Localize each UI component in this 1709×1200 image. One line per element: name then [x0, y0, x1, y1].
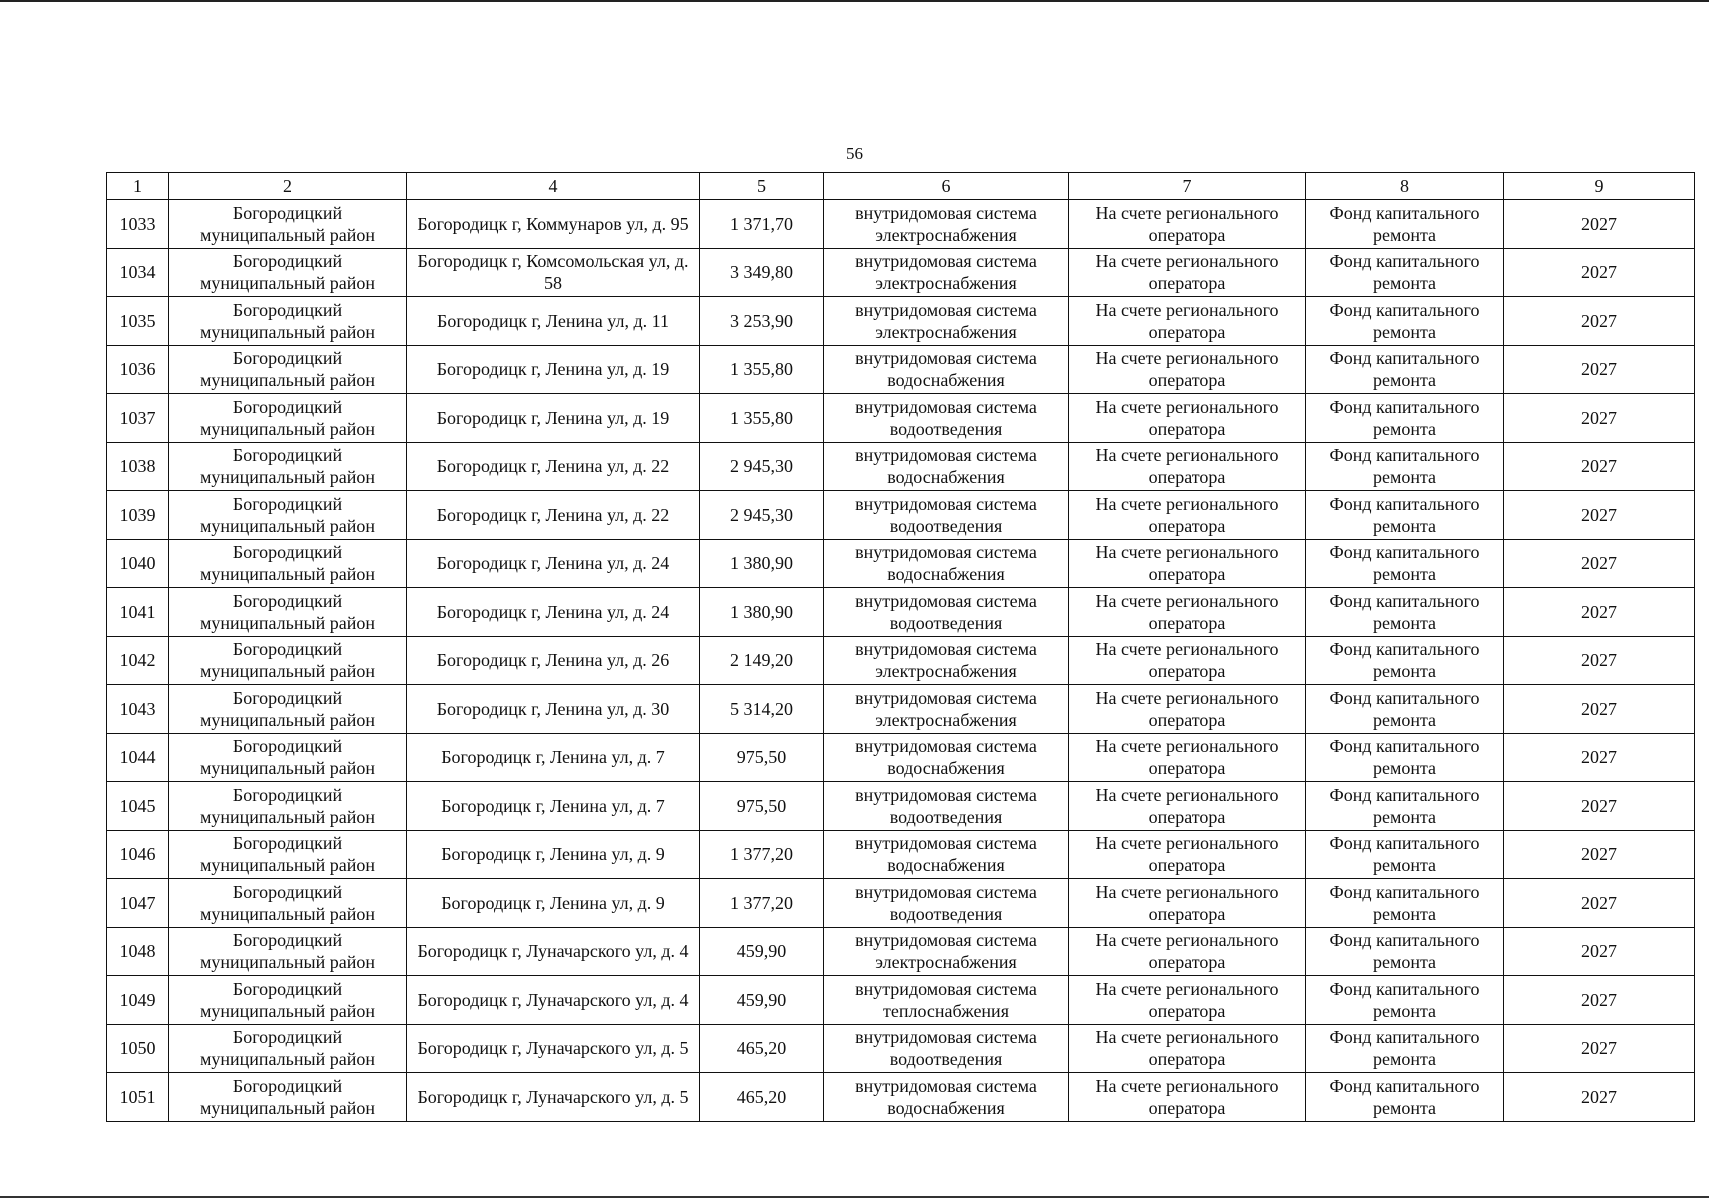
- cell-account-type: На счете регионального оператора: [1069, 733, 1306, 782]
- table-row: [107, 927, 1695, 976]
- cell-area: 2 149,20: [700, 636, 824, 685]
- cell-system-type: внутридомовая система водоотведения: [824, 491, 1069, 540]
- cell-address: Богородицк г, Ленина ул, д. 22: [407, 491, 700, 540]
- table-row: [107, 539, 1695, 588]
- cell-area: 975,50: [700, 782, 824, 831]
- cell-municipality: Богородицкий муниципальный район: [169, 879, 407, 928]
- cell-row-number: 1043: [107, 685, 169, 734]
- cell-account-type: На счете регионального оператора: [1069, 636, 1306, 685]
- cell-row-number: 1038: [107, 442, 169, 491]
- cell-municipality: Богородицкий муниципальный район: [169, 685, 407, 734]
- cell-row-number: 1035: [107, 297, 169, 346]
- cell-account-type: На счете регионального оператора: [1069, 394, 1306, 443]
- cell-row-number: 1050: [107, 1024, 169, 1073]
- cell-row-number: 1033: [107, 200, 169, 249]
- cell-account-type: На счете регионального оператора: [1069, 927, 1306, 976]
- cell-year: 2027: [1504, 830, 1695, 879]
- cell-account-type: На счете регионального оператора: [1069, 345, 1306, 394]
- table-row: [107, 830, 1695, 879]
- cell-row-number: 1049: [107, 976, 169, 1025]
- cell-funding-source: Фонд капитального ремонта: [1306, 588, 1504, 637]
- cell-year: 2027: [1504, 491, 1695, 540]
- cell-row-number: 1045: [107, 782, 169, 831]
- cell-address: Богородицк г, Ленина ул, д. 9: [407, 879, 700, 928]
- table-row: [107, 442, 1695, 491]
- cell-funding-source: Фонд капитального ремонта: [1306, 685, 1504, 734]
- table-row: [107, 1024, 1695, 1073]
- table-row: [107, 491, 1695, 540]
- cell-year: 2027: [1504, 297, 1695, 346]
- cell-address: Богородицк г, Ленина ул, д. 19: [407, 394, 700, 443]
- cell-municipality: Богородицкий муниципальный район: [169, 976, 407, 1025]
- cell-address: Богородицк г, Ленина ул, д. 24: [407, 539, 700, 588]
- cell-account-type: На счете регионального оператора: [1069, 442, 1306, 491]
- cell-year: 2027: [1504, 394, 1695, 443]
- cell-system-type: внутридомовая система водоснабжения: [824, 830, 1069, 879]
- cell-address: Богородицк г, Луначарского ул, д. 4: [407, 976, 700, 1025]
- table-row: [107, 248, 1695, 297]
- table-row: [107, 733, 1695, 782]
- cell-area: 465,20: [700, 1024, 824, 1073]
- cell-municipality: Богородицкий муниципальный район: [169, 491, 407, 540]
- cell-area: 459,90: [700, 976, 824, 1025]
- cell-year: 2027: [1504, 685, 1695, 734]
- cell-area: 2 945,30: [700, 442, 824, 491]
- cell-year: 2027: [1504, 1024, 1695, 1073]
- header-col-8: 8: [1306, 173, 1504, 200]
- cell-account-type: На счете регионального оператора: [1069, 539, 1306, 588]
- cell-year: 2027: [1504, 927, 1695, 976]
- cell-funding-source: Фонд капитального ремонта: [1306, 491, 1504, 540]
- table-row: [107, 1073, 1695, 1122]
- cell-account-type: На счете регионального оператора: [1069, 879, 1306, 928]
- table-row: [107, 345, 1695, 394]
- table-row: [107, 588, 1695, 637]
- cell-address: Богородицк г, Ленина ул, д. 26: [407, 636, 700, 685]
- scan-bottom-edge: [0, 1196, 1709, 1198]
- cell-area: 1 380,90: [700, 539, 824, 588]
- cell-year: 2027: [1504, 976, 1695, 1025]
- cell-account-type: На счете регионального оператора: [1069, 830, 1306, 879]
- cell-year: 2027: [1504, 733, 1695, 782]
- cell-funding-source: Фонд капитального ремонта: [1306, 442, 1504, 491]
- cell-system-type: внутридомовая система водоотведения: [824, 1024, 1069, 1073]
- cell-funding-source: Фонд капитального ремонта: [1306, 1073, 1504, 1122]
- cell-area: 465,20: [700, 1073, 824, 1122]
- cell-address: Богородицк г, Комсомольская ул, д. 58: [407, 248, 700, 297]
- cell-account-type: На счете регионального оператора: [1069, 588, 1306, 637]
- cell-municipality: Богородицкий муниципальный район: [169, 636, 407, 685]
- cell-row-number: 1042: [107, 636, 169, 685]
- cell-area: 1 380,90: [700, 588, 824, 637]
- cell-system-type: внутридомовая система электроснабжения: [824, 927, 1069, 976]
- cell-funding-source: Фонд капитального ремонта: [1306, 200, 1504, 249]
- cell-municipality: Богородицкий муниципальный район: [169, 830, 407, 879]
- cell-area: 1 377,20: [700, 830, 824, 879]
- cell-system-type: внутридомовая система электроснабжения: [824, 248, 1069, 297]
- cell-account-type: На счете регионального оператора: [1069, 200, 1306, 249]
- cell-row-number: 1044: [107, 733, 169, 782]
- cell-address: Богородицк г, Коммунаров ул, д. 95: [407, 200, 700, 249]
- table-body: [107, 200, 1695, 1122]
- capital-repair-table: [106, 172, 1695, 1122]
- cell-year: 2027: [1504, 588, 1695, 637]
- cell-address: Богородицк г, Ленина ул, д. 9: [407, 830, 700, 879]
- cell-row-number: 1041: [107, 588, 169, 637]
- cell-funding-source: Фонд капитального ремонта: [1306, 976, 1504, 1025]
- cell-year: 2027: [1504, 782, 1695, 831]
- cell-municipality: Богородицкий муниципальный район: [169, 200, 407, 249]
- table-row: [107, 200, 1695, 249]
- table-header: [107, 173, 1695, 200]
- cell-area: 459,90: [700, 927, 824, 976]
- cell-account-type: На счете регионального оператора: [1069, 248, 1306, 297]
- cell-funding-source: Фонд капитального ремонта: [1306, 927, 1504, 976]
- cell-funding-source: Фонд капитального ремонта: [1306, 733, 1504, 782]
- header-row: [107, 173, 1695, 200]
- cell-address: Богородицк г, Луначарского ул, д. 5: [407, 1073, 700, 1122]
- cell-address: Богородицк г, Ленина ул, д. 24: [407, 588, 700, 637]
- cell-year: 2027: [1504, 539, 1695, 588]
- table-row: [107, 879, 1695, 928]
- cell-row-number: 1034: [107, 248, 169, 297]
- cell-funding-source: Фонд капитального ремонта: [1306, 830, 1504, 879]
- cell-row-number: 1046: [107, 830, 169, 879]
- cell-address: Богородицк г, Ленина ул, д. 7: [407, 733, 700, 782]
- header-col-2: 2: [169, 173, 407, 200]
- table-row: [107, 636, 1695, 685]
- header-col-7: 7: [1069, 173, 1306, 200]
- table-row: [107, 394, 1695, 443]
- cell-area: 1 355,80: [700, 345, 824, 394]
- cell-system-type: внутридомовая система водоотведения: [824, 394, 1069, 443]
- cell-year: 2027: [1504, 636, 1695, 685]
- cell-row-number: 1047: [107, 879, 169, 928]
- cell-address: Богородицк г, Ленина ул, д. 11: [407, 297, 700, 346]
- cell-system-type: внутридомовая система водоотведения: [824, 879, 1069, 928]
- cell-area: 1 355,80: [700, 394, 824, 443]
- header-col-1: 1: [107, 173, 169, 200]
- cell-row-number: 1039: [107, 491, 169, 540]
- cell-account-type: На счете регионального оператора: [1069, 782, 1306, 831]
- cell-municipality: Богородицкий муниципальный район: [169, 1073, 407, 1122]
- cell-funding-source: Фонд капитального ремонта: [1306, 879, 1504, 928]
- cell-municipality: Богородицкий муниципальный район: [169, 539, 407, 588]
- cell-system-type: внутридомовая система электроснабжения: [824, 685, 1069, 734]
- table-row: [107, 976, 1695, 1025]
- cell-municipality: Богородицкий муниципальный район: [169, 442, 407, 491]
- cell-account-type: На счете регионального оператора: [1069, 491, 1306, 540]
- cell-area: 5 314,20: [700, 685, 824, 734]
- cell-address: Богородицк г, Луначарского ул, д. 4: [407, 927, 700, 976]
- cell-system-type: внутридомовая система водоснабжения: [824, 345, 1069, 394]
- cell-area: 3 253,90: [700, 297, 824, 346]
- cell-municipality: Богородицкий муниципальный район: [169, 782, 407, 831]
- cell-address: Богородицк г, Ленина ул, д. 30: [407, 685, 700, 734]
- cell-municipality: Богородицкий муниципальный район: [169, 248, 407, 297]
- cell-row-number: 1036: [107, 345, 169, 394]
- cell-municipality: Богородицкий муниципальный район: [169, 927, 407, 976]
- cell-area: 3 349,80: [700, 248, 824, 297]
- cell-municipality: Богородицкий муниципальный район: [169, 1024, 407, 1073]
- cell-system-type: внутридомовая система электроснабжения: [824, 200, 1069, 249]
- scan-top-edge: [0, 0, 1709, 2]
- cell-row-number: 1037: [107, 394, 169, 443]
- cell-funding-source: Фонд капитального ремонта: [1306, 782, 1504, 831]
- table-row: [107, 297, 1695, 346]
- cell-address: Богородицк г, Ленина ул, д. 22: [407, 442, 700, 491]
- cell-municipality: Богородицкий муниципальный район: [169, 297, 407, 346]
- cell-account-type: На счете регионального оператора: [1069, 976, 1306, 1025]
- table-row: [107, 685, 1695, 734]
- cell-area: 1 371,70: [700, 200, 824, 249]
- cell-funding-source: Фонд капитального ремонта: [1306, 345, 1504, 394]
- cell-municipality: Богородицкий муниципальный район: [169, 345, 407, 394]
- cell-system-type: внутридомовая система электроснабжения: [824, 297, 1069, 346]
- cell-year: 2027: [1504, 248, 1695, 297]
- cell-system-type: внутридомовая система водоотведения: [824, 588, 1069, 637]
- cell-system-type: внутридомовая система теплоснабжения: [824, 976, 1069, 1025]
- header-col-6: 6: [824, 173, 1069, 200]
- header-col-5: 5: [700, 173, 824, 200]
- cell-row-number: 1048: [107, 927, 169, 976]
- cell-year: 2027: [1504, 1073, 1695, 1122]
- cell-municipality: Богородицкий муниципальный район: [169, 733, 407, 782]
- cell-account-type: На счете регионального оператора: [1069, 1024, 1306, 1073]
- cell-year: 2027: [1504, 442, 1695, 491]
- cell-year: 2027: [1504, 345, 1695, 394]
- cell-municipality: Богородицкий муниципальный район: [169, 588, 407, 637]
- cell-account-type: На счете регионального оператора: [1069, 685, 1306, 734]
- cell-address: Богородицк г, Ленина ул, д. 7: [407, 782, 700, 831]
- cell-row-number: 1040: [107, 539, 169, 588]
- cell-funding-source: Фонд капитального ремонта: [1306, 636, 1504, 685]
- cell-year: 2027: [1504, 200, 1695, 249]
- cell-system-type: внутридомовая система водоснабжения: [824, 539, 1069, 588]
- cell-year: 2027: [1504, 879, 1695, 928]
- cell-account-type: На счете регионального оператора: [1069, 297, 1306, 346]
- header-col-4: 4: [407, 173, 700, 200]
- cell-system-type: внутридомовая система электроснабжения: [824, 636, 1069, 685]
- header-col-9: 9: [1504, 173, 1695, 200]
- table-row: [107, 782, 1695, 831]
- cell-system-type: внутридомовая система водоотведения: [824, 782, 1069, 831]
- page-number: 56: [846, 144, 863, 163]
- cell-funding-source: Фонд капитального ремонта: [1306, 248, 1504, 297]
- cell-system-type: внутридомовая система водоснабжения: [824, 1073, 1069, 1122]
- cell-address: Богородицк г, Ленина ул, д. 19: [407, 345, 700, 394]
- cell-area: 1 377,20: [700, 879, 824, 928]
- cell-municipality: Богородицкий муниципальный район: [169, 394, 407, 443]
- cell-area: 975,50: [700, 733, 824, 782]
- cell-system-type: внутридомовая система водоснабжения: [824, 733, 1069, 782]
- cell-funding-source: Фонд капитального ремонта: [1306, 539, 1504, 588]
- cell-row-number: 1051: [107, 1073, 169, 1122]
- cell-address: Богородицк г, Луначарского ул, д. 5: [407, 1024, 700, 1073]
- cell-account-type: На счете регионального оператора: [1069, 1073, 1306, 1122]
- cell-system-type: внутридомовая система водоснабжения: [824, 442, 1069, 491]
- cell-funding-source: Фонд капитального ремонта: [1306, 394, 1504, 443]
- cell-area: 2 945,30: [700, 491, 824, 540]
- cell-funding-source: Фонд капитального ремонта: [1306, 1024, 1504, 1073]
- cell-funding-source: Фонд капитального ремонта: [1306, 297, 1504, 346]
